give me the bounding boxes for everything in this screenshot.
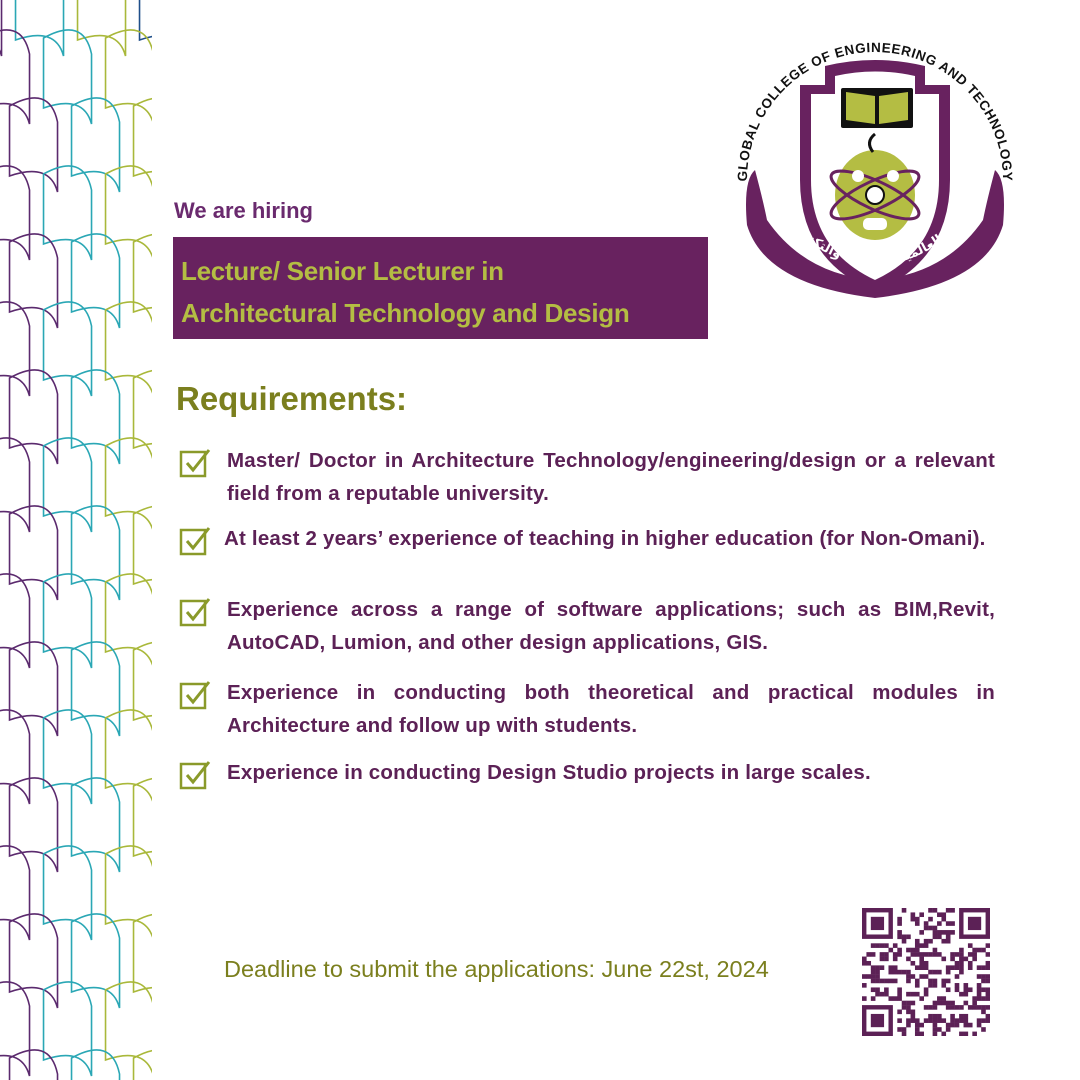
requirement-text: Experience across a range of software applications; such as BIM,Revit, AutoCAD, Lumion, and other design applications, GIS. bbox=[227, 598, 995, 654]
pattern-shape bbox=[44, 30, 92, 124]
hiring-label: We are hiring bbox=[174, 198, 313, 223]
checkbox-checked-icon bbox=[179, 678, 211, 710]
pattern-shape bbox=[10, 778, 58, 872]
qr-code bbox=[862, 908, 990, 1036]
logo-english-name: GLOBAL COLLEGE OF ENGINEERING AND TECHNOLOGY bbox=[734, 39, 1016, 182]
pattern-shape bbox=[106, 710, 152, 804]
pattern-shape bbox=[10, 234, 58, 328]
logo-arabic-name: الكلية العالمية للهندسة والتكنولوجيا bbox=[774, 207, 976, 270]
deadline-text: Deadline to submit the applications: June 22st, 2024 bbox=[224, 956, 769, 982]
pattern-shape bbox=[10, 506, 58, 600]
pattern-shape bbox=[72, 98, 120, 192]
book-icon bbox=[841, 88, 913, 128]
position-title-line-1: Lecture/ Senior Lecturer in bbox=[181, 256, 504, 286]
requirement-text: At least 2 years’ experience of teaching in higher education (for Non-Omani). bbox=[224, 527, 986, 550]
pattern-shape bbox=[72, 506, 120, 600]
position-title-box bbox=[173, 237, 708, 339]
pattern-shape bbox=[106, 438, 152, 532]
requirements-heading: Requirements: bbox=[176, 380, 408, 417]
checkbox-checked-icon bbox=[179, 524, 211, 556]
pattern-shape bbox=[10, 370, 58, 464]
requirement-text: Experience in conducting both theoretical and practical modules in Architecture and follow up with students. bbox=[227, 681, 995, 737]
pattern-shape bbox=[0, 574, 30, 668]
requirement-text: Master/ Doctor in Architecture Technology/engineering/design or a relevant field from a reputable university. bbox=[227, 449, 995, 505]
requirement-text: Experience in conducting Design Studio projects in large scales. bbox=[227, 761, 871, 784]
pattern-shape bbox=[72, 914, 120, 1008]
pattern-shape bbox=[0, 846, 30, 940]
pattern-shape bbox=[0, 438, 30, 532]
checkbox-checked-icon bbox=[179, 595, 211, 627]
pattern-shape bbox=[72, 642, 120, 736]
pattern-shape bbox=[106, 574, 152, 668]
decorative-pattern bbox=[0, 0, 152, 1080]
pattern-shape bbox=[0, 30, 30, 124]
college-logo bbox=[725, 30, 1025, 310]
pattern-shape bbox=[10, 1050, 58, 1080]
pattern-shape bbox=[0, 0, 2, 56]
pattern-shape bbox=[0, 166, 30, 260]
checkbox-checked-icon bbox=[179, 758, 211, 790]
pattern-shape bbox=[10, 642, 58, 736]
pattern-shape bbox=[10, 98, 58, 192]
pattern-shape bbox=[106, 846, 152, 940]
pattern-shape bbox=[72, 370, 120, 464]
pattern-shape bbox=[0, 710, 30, 804]
pattern-shape bbox=[16, 0, 64, 56]
pattern-shape bbox=[10, 914, 58, 1008]
pattern-shape bbox=[106, 982, 152, 1076]
pattern-shape bbox=[72, 778, 120, 872]
pattern-shape bbox=[0, 302, 30, 396]
pattern-shape bbox=[72, 1050, 120, 1080]
pattern-shape bbox=[106, 30, 152, 124]
pattern-shape bbox=[78, 0, 126, 56]
position-title-line-2: Architectural Technology and Design bbox=[181, 298, 630, 328]
pattern-shape bbox=[106, 302, 152, 396]
checkbox-checked-icon bbox=[179, 446, 211, 478]
pattern-shape bbox=[140, 0, 152, 56]
pattern-shape bbox=[72, 234, 120, 328]
pattern-shape bbox=[106, 166, 152, 260]
pattern-shape bbox=[0, 982, 30, 1076]
